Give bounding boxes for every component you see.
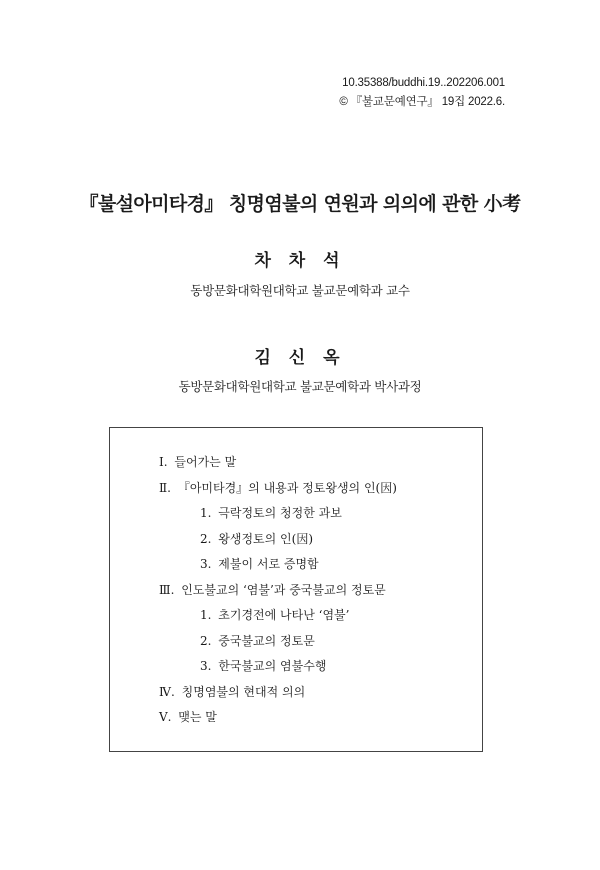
toc-number: 3. bbox=[200, 659, 212, 673]
toc-number: Ⅱ. bbox=[159, 480, 171, 495]
toc-text: 왕생정토의 인(因) bbox=[218, 531, 314, 546]
toc-item bbox=[110, 501, 484, 527]
author-name-1: 차 차 석 bbox=[254, 251, 346, 271]
paper-title: 『불설아미타경』 칭명염불의 연원과 의의에 관한 小考 bbox=[79, 193, 521, 215]
toc-number: 2. bbox=[200, 531, 212, 546]
table-of-contents bbox=[109, 427, 483, 752]
toc-text: 제불이 서로 증명함 bbox=[218, 557, 319, 571]
toc-number: 2. bbox=[200, 633, 212, 648]
toc-item bbox=[110, 578, 484, 604]
toc-number: Ⅴ. bbox=[159, 710, 172, 724]
toc-list bbox=[110, 450, 484, 731]
author-affiliation-1: 동방문화대학원대학교 불교문예학과 교수 bbox=[190, 283, 410, 298]
journal-citation: © 『불교문예연구』 19집 2022.6. bbox=[339, 96, 505, 108]
publication-meta bbox=[339, 74, 505, 112]
doi-text: 10.35388/buddhi.19..202206.001 bbox=[342, 77, 505, 89]
toc-item bbox=[110, 527, 484, 553]
author-name-2: 김 신 옥 bbox=[254, 348, 346, 368]
toc-text: 칭명염불의 현대적 의의 bbox=[181, 684, 306, 699]
toc-text: 『아미타경』의 내용과 정토왕생의 인(因) bbox=[177, 480, 397, 495]
toc-number: 3. bbox=[200, 557, 212, 571]
toc-text: 초기경전에 나타난 ‘염불’ bbox=[218, 608, 350, 622]
toc-text: 인도불교의 ‘염불’과 중국불교의 정토문 bbox=[181, 582, 386, 597]
toc-item bbox=[110, 552, 484, 578]
toc-item bbox=[110, 705, 484, 731]
toc-text: 한국불교의 염불수행 bbox=[218, 659, 327, 673]
toc-item bbox=[110, 603, 484, 629]
toc-number: Ⅳ. bbox=[159, 684, 175, 699]
toc-item bbox=[110, 629, 484, 655]
toc-item bbox=[110, 654, 484, 680]
toc-text: 중국불교의 정토문 bbox=[218, 633, 315, 648]
toc-item bbox=[110, 476, 484, 502]
toc-item bbox=[110, 450, 484, 476]
toc-text: 맺는 말 bbox=[178, 710, 217, 724]
author-affiliation-2: 동방문화대학원대학교 불교문예학과 박사과정 bbox=[178, 379, 422, 394]
toc-number: Ⅲ. bbox=[159, 582, 175, 597]
toc-number: 1. bbox=[200, 506, 212, 520]
toc-text: 극락정토의 청정한 과보 bbox=[218, 506, 342, 520]
toc-number: Ⅰ. bbox=[159, 455, 168, 469]
toc-item bbox=[110, 680, 484, 706]
toc-number: 1. bbox=[200, 608, 212, 622]
toc-text: 들어가는 말 bbox=[174, 455, 237, 469]
